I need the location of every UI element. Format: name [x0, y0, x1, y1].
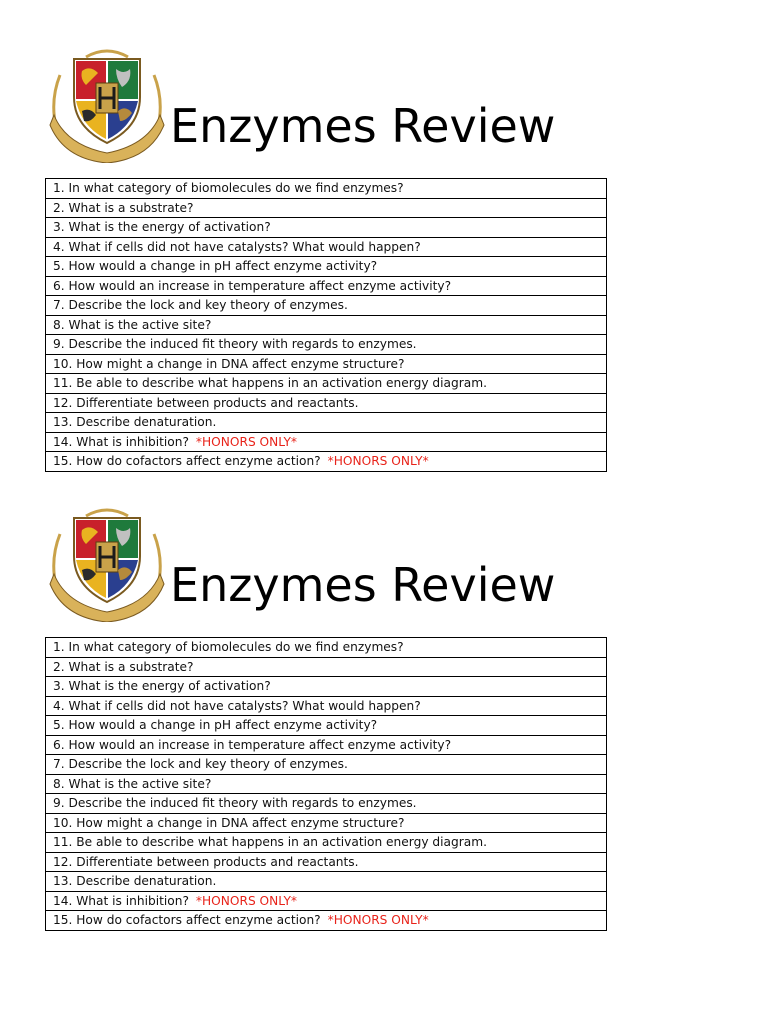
question-text: 13. Describe denaturation. — [53, 415, 217, 430]
question-text: 8. What is the active site? — [53, 776, 212, 791]
question-text: 5. How would a change in pH affect enzyme activity? — [53, 259, 378, 274]
question-row — [46, 833, 607, 853]
question-cell — [46, 374, 607, 394]
question-text: 1. In what category of biomolecules do we find enzymes? — [53, 640, 404, 655]
question-row — [46, 794, 607, 814]
question-cell — [46, 335, 607, 355]
question-cell — [46, 872, 607, 892]
question-row — [46, 374, 607, 394]
question-text: 6. How would an increase in temperature affect enzyme activity? — [53, 278, 452, 293]
question-row — [46, 432, 607, 452]
question-text: 15. How do cofactors affect enzyme action? — [53, 454, 321, 469]
question-text: 3. What is the energy of activation? — [53, 679, 271, 694]
question-text: 2. What is a substrate? — [53, 659, 194, 674]
question-cell — [46, 179, 607, 199]
question-row — [46, 911, 607, 931]
question-cell — [46, 794, 607, 814]
question-row — [46, 813, 607, 833]
questions-table — [45, 637, 607, 931]
page-title: Enzymes Review — [170, 558, 556, 612]
question-cell — [46, 432, 607, 452]
question-cell — [46, 735, 607, 755]
question-cell — [46, 638, 607, 658]
honors-only-note: *HONORS ONLY* — [327, 454, 429, 469]
question-cell — [46, 354, 607, 374]
question-text: 9. Describe the induced fit theory with regards to enzymes. — [53, 337, 417, 352]
question-row — [46, 315, 607, 335]
question-row — [46, 891, 607, 911]
question-text: 13. Describe denaturation. — [53, 874, 217, 889]
question-text: 11. Be able to describe what happens in an activation energy diagram. — [53, 835, 487, 850]
question-row — [46, 179, 607, 199]
question-cell — [46, 891, 607, 911]
question-row — [46, 677, 607, 697]
question-cell — [46, 755, 607, 775]
question-cell — [46, 257, 607, 277]
question-row — [46, 218, 607, 238]
question-text: 12. Differentiate between products and reactants. — [53, 395, 359, 410]
question-row — [46, 237, 607, 257]
question-row — [46, 354, 607, 374]
honors-only-note: *HONORS ONLY* — [195, 434, 297, 449]
question-cell — [46, 657, 607, 677]
question-row — [46, 276, 607, 296]
question-row — [46, 735, 607, 755]
question-text: 7. Describe the lock and key theory of enzymes. — [53, 757, 348, 772]
question-cell — [46, 315, 607, 335]
question-row — [46, 452, 607, 472]
question-cell — [46, 393, 607, 413]
question-row — [46, 296, 607, 316]
question-cell — [46, 696, 607, 716]
page-title: Enzymes Review — [170, 99, 556, 153]
question-cell — [46, 296, 607, 316]
question-row — [46, 696, 607, 716]
question-cell — [46, 716, 607, 736]
question-text: 2. What is a substrate? — [53, 200, 194, 215]
question-text: 11. Be able to describe what happens in an activation energy diagram. — [53, 376, 487, 391]
question-text: 7. Describe the lock and key theory of enzymes. — [53, 298, 348, 313]
question-cell — [46, 852, 607, 872]
question-cell — [46, 218, 607, 238]
question-cell — [46, 774, 607, 794]
question-row — [46, 198, 607, 218]
question-text: 6. How would an increase in temperature affect enzyme activity? — [53, 737, 452, 752]
question-cell — [46, 813, 607, 833]
question-text: 3. What is the energy of activation? — [53, 220, 271, 235]
question-row — [46, 774, 607, 794]
question-row — [46, 852, 607, 872]
question-row — [46, 755, 607, 775]
question-row — [46, 413, 607, 433]
question-text: 10. How might a change in DNA affect enzyme structure? — [53, 356, 405, 371]
question-cell — [46, 276, 607, 296]
question-cell — [46, 198, 607, 218]
question-text: 8. What is the active site? — [53, 317, 212, 332]
question-text: 4. What if cells did not have catalysts? What would happen? — [53, 698, 421, 713]
question-text: 15. How do cofactors affect enzyme action? — [53, 913, 321, 928]
question-row — [46, 335, 607, 355]
honors-only-note: *HONORS ONLY* — [327, 913, 429, 928]
question-text: 1. In what category of biomolecules do we find enzymes? — [53, 181, 404, 196]
question-row — [46, 638, 607, 658]
question-row — [46, 657, 607, 677]
question-cell — [46, 452, 607, 472]
question-row — [46, 716, 607, 736]
question-row — [46, 872, 607, 892]
question-cell — [46, 677, 607, 697]
question-row — [46, 257, 607, 277]
question-text: 4. What if cells did not have catalysts? What would happen? — [53, 239, 421, 254]
question-cell — [46, 833, 607, 853]
question-text: 14. What is inhibition? — [53, 893, 189, 908]
question-text: 14. What is inhibition? — [53, 434, 189, 449]
honors-only-note: *HONORS ONLY* — [195, 893, 297, 908]
hogwarts-crest-icon — [46, 504, 168, 622]
question-text: 9. Describe the induced fit theory with regards to enzymes. — [53, 796, 417, 811]
question-text: 12. Differentiate between products and reactants. — [53, 854, 359, 869]
question-cell — [46, 911, 607, 931]
questions-table — [45, 178, 607, 472]
question-text: 5. How would a change in pH affect enzyme activity? — [53, 718, 378, 733]
question-cell — [46, 237, 607, 257]
question-row — [46, 393, 607, 413]
question-text: 10. How might a change in DNA affect enzyme structure? — [53, 815, 405, 830]
hogwarts-crest-icon — [46, 45, 168, 163]
question-cell — [46, 413, 607, 433]
